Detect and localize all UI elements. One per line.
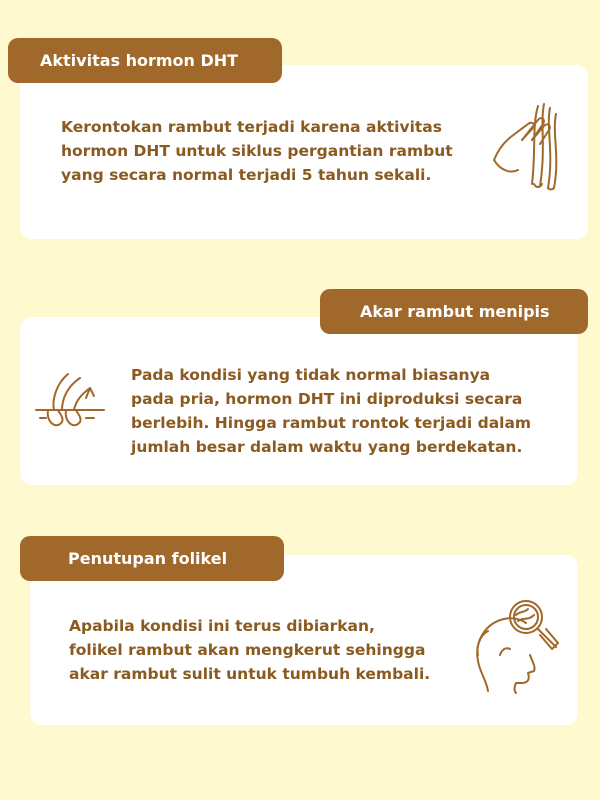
description-line: berlebih. Hingga rambut rontok terjadi dalam xyxy=(131,414,532,432)
description-line: Kerontokan rambut terjadi karena aktivitas xyxy=(61,118,442,136)
description-line: Apabila kondisi ini terus dibiarkan, xyxy=(69,617,375,635)
description-line: jumlah besar dalam waktu yang berdekatan. xyxy=(131,438,523,456)
section-title: Penutupan folikel xyxy=(68,549,228,568)
description-line: yang secara normal terjadi 5 tahun sekali. xyxy=(61,166,432,184)
head-magnifier-icon xyxy=(470,595,562,695)
description-line: folikel rambut akan mengkerut sehingga xyxy=(69,641,426,659)
section-title: Aktivitas hormon DHT xyxy=(40,51,239,70)
section-description xyxy=(61,115,453,187)
description-line: Pada kondisi yang tidak normal biasanya xyxy=(131,366,491,384)
section-title: Akar rambut menipis xyxy=(360,302,550,321)
tag-akar-rambut xyxy=(320,289,588,334)
description-line: hormon DHT untuk siklus pergantian rambut xyxy=(61,142,453,160)
description-line: pada pria, hormon DHT ini diproduksi secara xyxy=(131,390,523,408)
tag-aktivitas-hormon xyxy=(8,38,282,83)
hair-follicle-icon xyxy=(34,370,106,434)
section-description xyxy=(69,614,430,686)
tag-penutupan-folikel xyxy=(20,536,284,581)
hand-holding-hair-icon xyxy=(488,100,570,192)
section-description xyxy=(131,363,531,459)
description-line: akar rambut sulit untuk tumbuh kembali. xyxy=(69,665,431,683)
